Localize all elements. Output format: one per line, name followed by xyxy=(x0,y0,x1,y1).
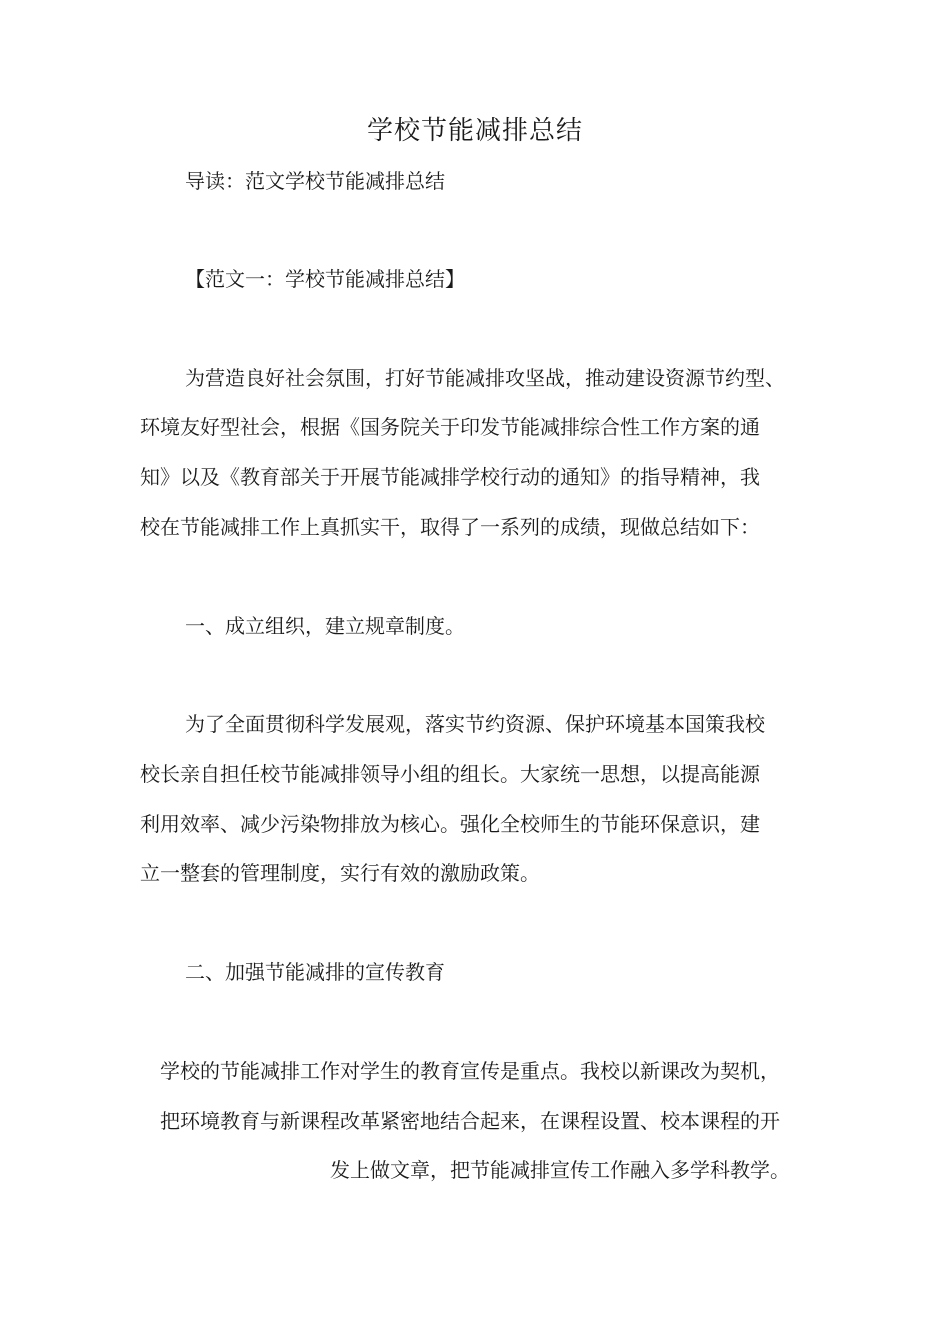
section-heading: 【范文一：学校节能减排总结】 xyxy=(185,267,465,291)
paragraph-line: 校长亲自担任校节能减排领导小组的组长。大家统一思想，以提高能源 xyxy=(140,762,760,786)
subheading-1: 一、成立组织，建立规章制度。 xyxy=(185,614,465,638)
paragraph-line: 把环境教育与新课程改革紧密地结合起来，在课程设置、校本课程的开 xyxy=(160,1109,780,1133)
intro-line: 导读：范文学校节能减排总结 xyxy=(185,169,445,193)
paragraph-line: 立一整套的管理制度，实行有效的激励政策。 xyxy=(140,861,540,885)
paragraph-line: 学校的节能减排工作对学生的教育宣传是重点。我校以新课改为契机， xyxy=(160,1059,780,1083)
paragraph-line: 知》以及《教育部关于开展节能减排学校行动的通知》的指导精神，我 xyxy=(140,465,760,489)
subheading-2: 二、加强节能减排的宣传教育 xyxy=(185,960,445,984)
paragraph-line: 环境友好型社会，根据《国务院关于印发节能减排综合性工作方案的通 xyxy=(140,415,760,439)
paragraph-line: 为了全面贯彻科学发展观，落实节约资源、保护环境基本国策我校 xyxy=(185,712,765,736)
paragraph-line: 利用效率、减少污染物排放为核心。强化全校师生的节能环保意识，建 xyxy=(140,812,760,836)
paragraph-line: 为营造良好社会氛围，打好节能减排攻坚战，推动建设资源节约型、 xyxy=(185,366,785,390)
paragraph-line: 校在节能减排工作上真抓实干，取得了一系列的成绩，现做总结如下： xyxy=(140,515,760,539)
document-title: 学校节能减排总结 xyxy=(366,116,583,146)
paragraph-line: 发上做文章，把节能减排宣传工作融入多学科教学。 xyxy=(330,1158,790,1182)
